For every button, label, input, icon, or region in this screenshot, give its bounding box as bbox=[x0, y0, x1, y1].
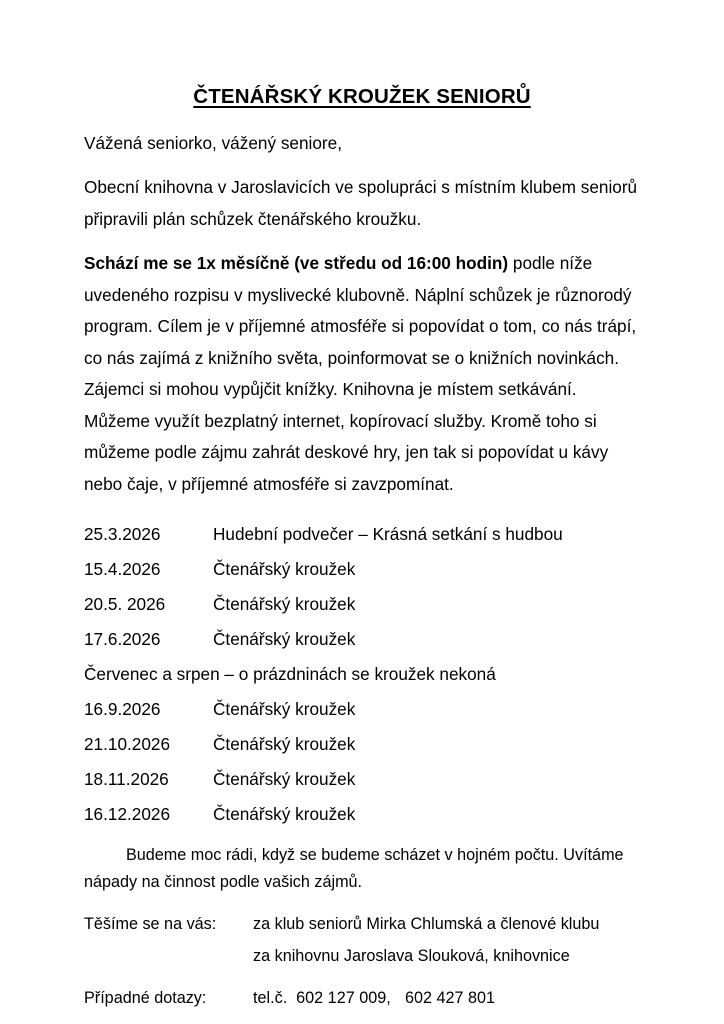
main-body-paragraph bbox=[84, 248, 640, 500]
main-body-rest: podle níže uvedeného rozpisu v myslivecké klubovně. Náplní schůzek je různorodý program. Cílem je v příjemné atmosféře si popovídat o tom, co nás trápí, co nás zajímá z knižního světa, poinformovat se o knižních novinkách. Zájemci si mohou vypůjčit knížky. Knihovna je místem setkávání. Můžeme využít bezplatný internet, kopírovací služby. Kromě toho si můžeme podle zájmu zahrát deskové hry, jen tak si popovídat u kávy nebo čaje, v příjemné atmosféře si zavzpomínat. bbox=[84, 253, 637, 494]
closing-paragraph: Budeme moc rádi, když se budeme scházet v hojném počtu. Uvítáme nápady na činnost podle vašich zájmů. bbox=[84, 846, 624, 892]
schedule-event: Čtenářský kroužek bbox=[213, 594, 356, 615]
schedule-event: Čtenářský kroužek bbox=[213, 804, 356, 825]
schedule-event: Čtenářský kroužek bbox=[213, 769, 356, 790]
schedule-date: 20.5. 2026 bbox=[84, 594, 166, 615]
schedule-row bbox=[84, 587, 640, 622]
schedule-row bbox=[84, 762, 640, 797]
signoff-row-library bbox=[84, 940, 640, 972]
schedule-row bbox=[84, 622, 640, 657]
schedule-date: 21.10.2026 bbox=[84, 734, 171, 755]
page-title bbox=[84, 0, 640, 110]
page-title-text: ČTENÁŘSKÝ KROUŽEK SENIORŮ bbox=[193, 85, 531, 108]
signoff-block bbox=[84, 908, 640, 972]
contact-row bbox=[84, 982, 640, 1014]
schedule-row bbox=[84, 517, 640, 552]
signoff-greeting-label: Těšíme se na vás: bbox=[84, 915, 217, 934]
contact-phone-secondary: 602 427 801 bbox=[405, 989, 496, 1008]
schedule-row bbox=[84, 552, 640, 587]
schedule-event: Čtenářský kroužek bbox=[213, 699, 356, 720]
contact-label: Případné dotazy: bbox=[84, 989, 207, 1008]
schedule-date: 15.4.2026 bbox=[84, 559, 161, 580]
signoff-row-club bbox=[84, 908, 640, 940]
schedule-event: Čtenářský kroužek bbox=[213, 559, 356, 580]
schedule-date: 18.11.2026 bbox=[84, 769, 169, 790]
schedule-list bbox=[84, 517, 640, 832]
schedule-date: 17.6.2026 bbox=[84, 629, 161, 650]
schedule-date: 16.12.2026 bbox=[84, 804, 171, 825]
contact-phone-primary: tel.č. 602 127 009, bbox=[253, 989, 391, 1008]
salutation-paragraph: Vážená seniorko, vážený seniore, bbox=[84, 132, 342, 153]
schedule-row bbox=[84, 692, 640, 727]
signoff-club-value: za klub seniorů Mirka Chlumská a členové klubu bbox=[253, 915, 600, 934]
intro-paragraph: Obecní knihovna v Jaroslavicích ve spolupráci s místním klubem seniorů připravili plán schůzek čtenářského kroužku. bbox=[84, 177, 638, 229]
schedule-event: Hudební podvečer – Krásná setkání s hudbou bbox=[213, 524, 563, 545]
schedule-date: 25.3.2026 bbox=[84, 524, 161, 545]
schedule-event: Čtenářský kroužek bbox=[213, 734, 356, 755]
signoff-library-value: za knihovnu Jaroslava Slouková, knihovnice bbox=[253, 947, 570, 966]
schedule-row bbox=[84, 797, 640, 832]
schedule-event: Čtenářský kroužek bbox=[213, 629, 356, 650]
schedule-date: 16.9.2026 bbox=[84, 699, 161, 720]
meeting-frequency-bold: Schází me se 1x měsíčně (ve středu od 16:00 hodin) bbox=[84, 253, 509, 274]
summer-break-note: Červenec a srpen – o prázdninách se kroužek nekoná bbox=[84, 664, 496, 685]
schedule-row bbox=[84, 727, 640, 762]
